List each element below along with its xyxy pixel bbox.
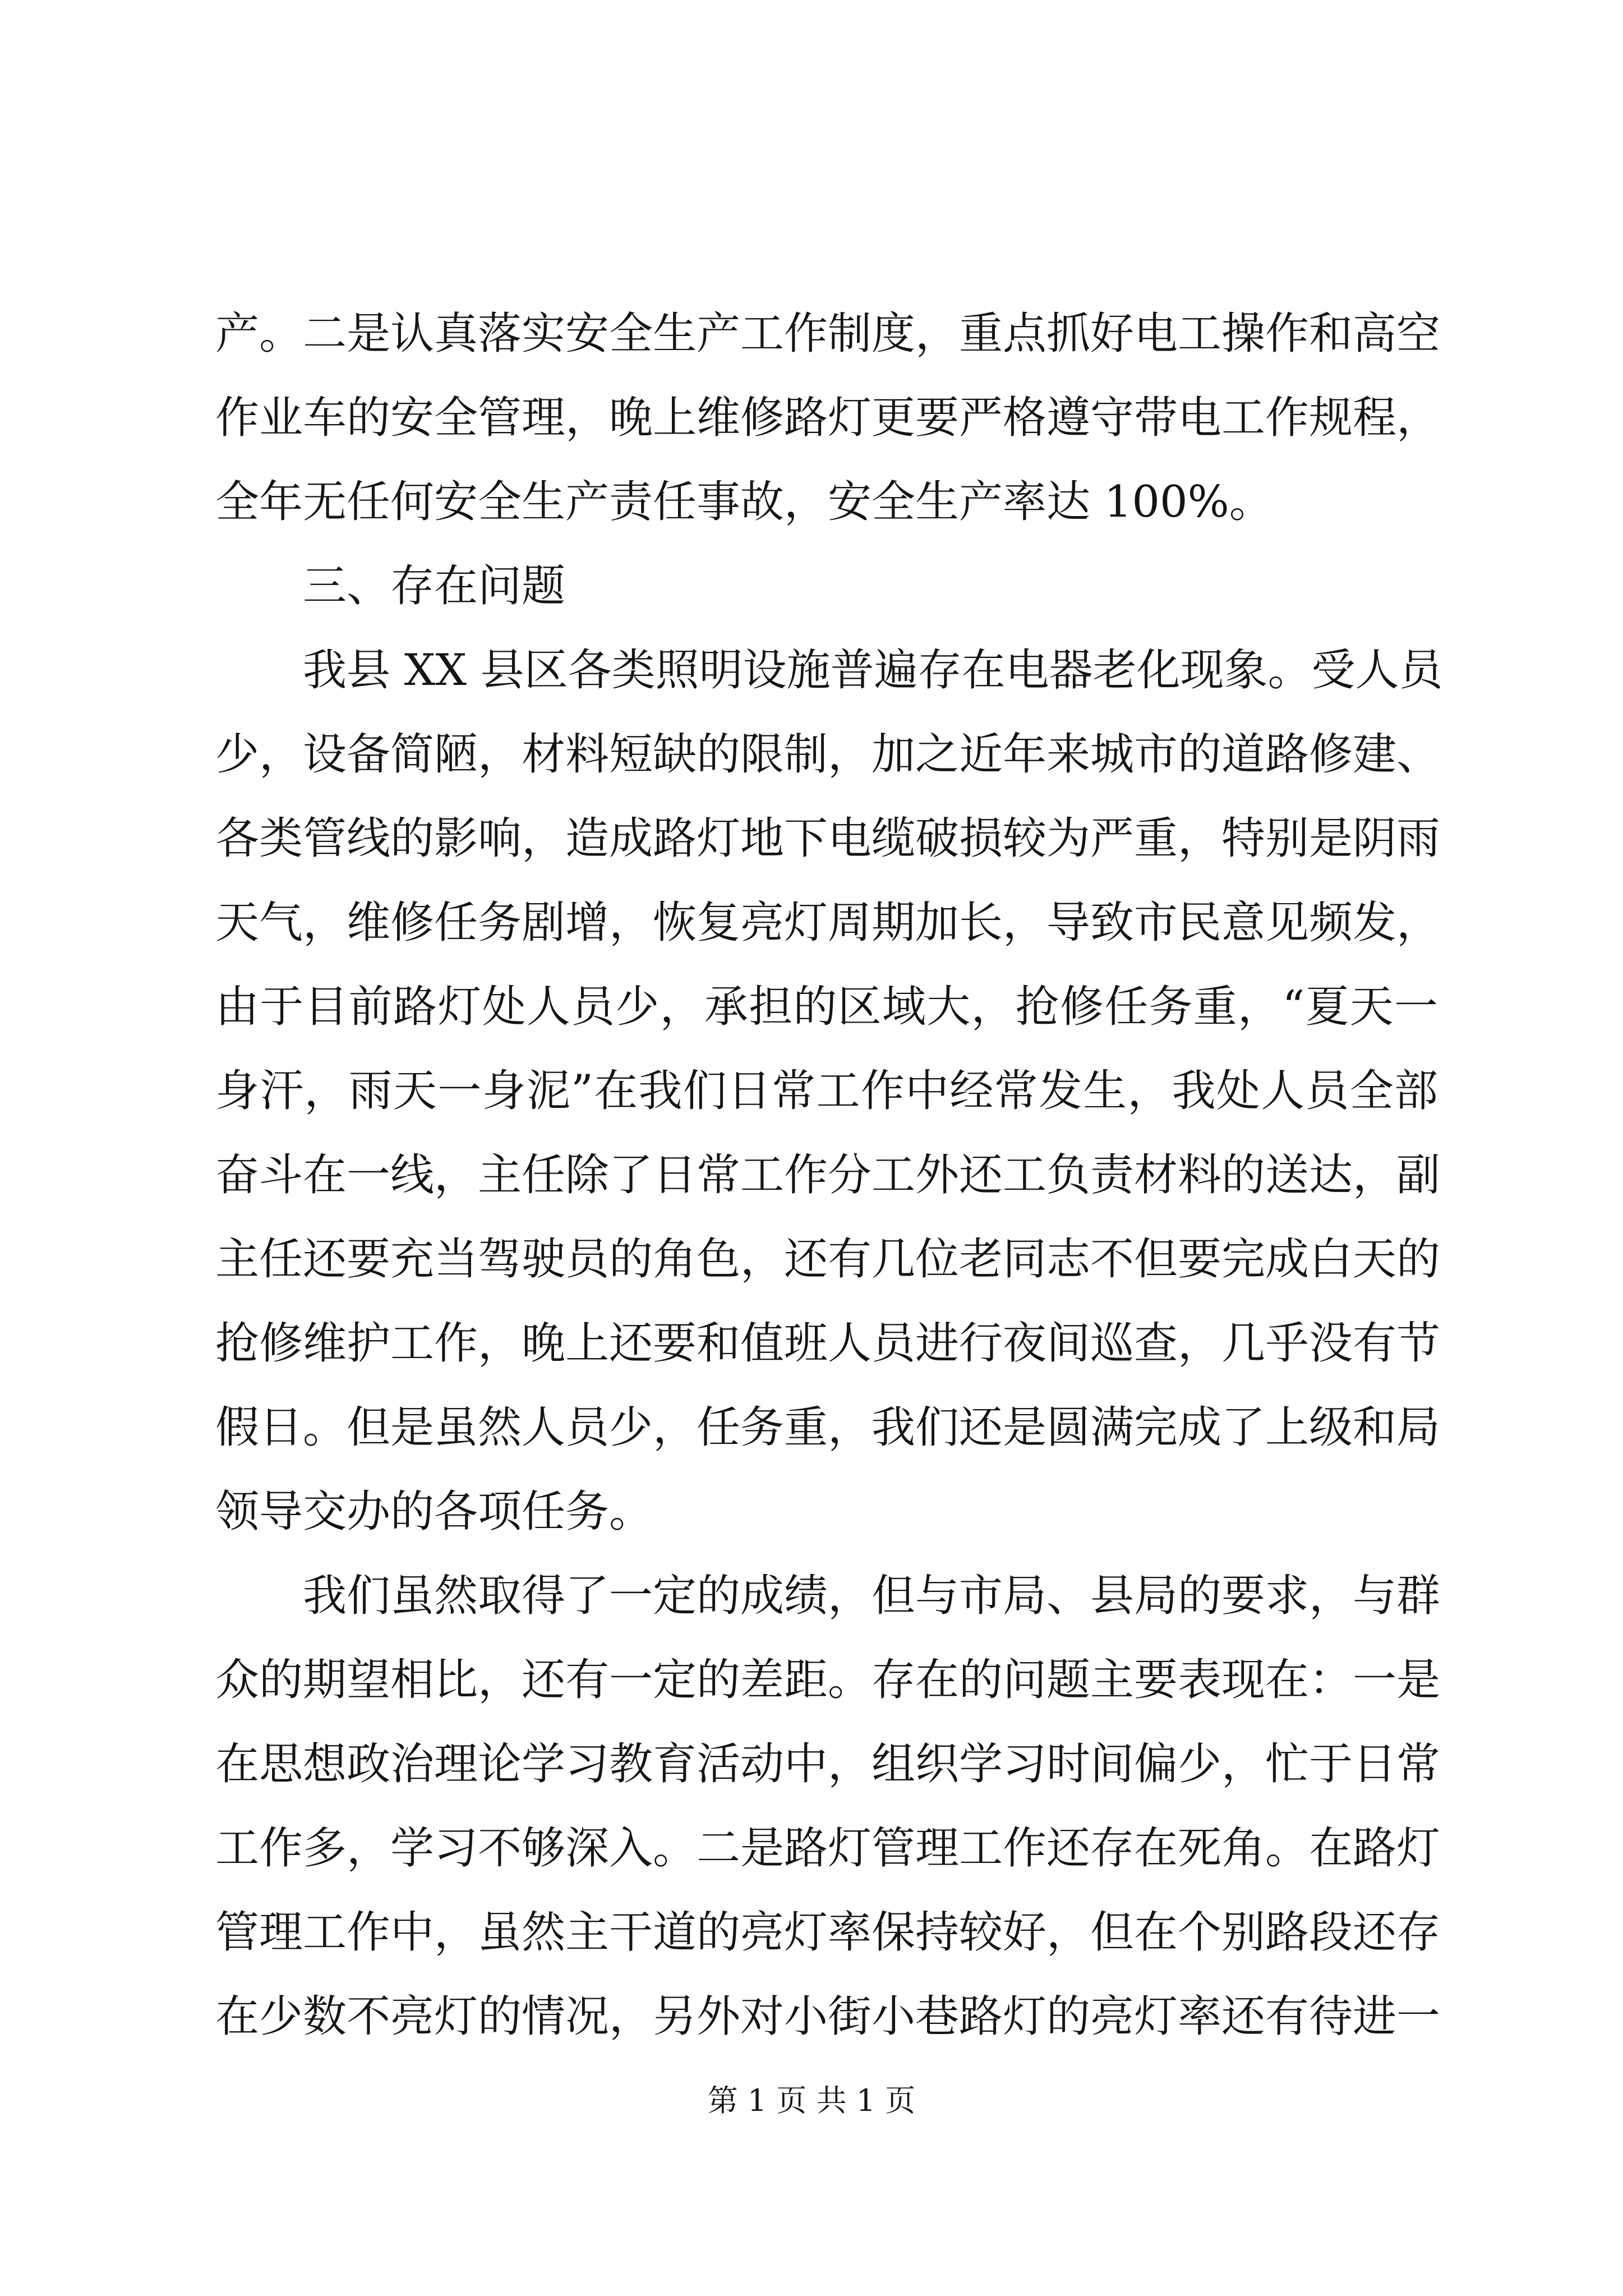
text-line: 少，设备简陋，材料短缺的限制，加之近年来城市的道路修建、 [215, 729, 1441, 780]
text-line: 奋斗在一线，主任除了日常工作分工外还工负责材料的送达，副 [215, 1150, 1441, 1200]
text-line: 由于目前路灯处人员少，承担的区域大，抢修任务重，“夏天一 [215, 982, 1438, 1032]
text-line: 全年无任何安全生产责任事故，安全生产率达 100%。 [215, 477, 1273, 527]
text-line: 各类管线的影响，造成路灯地下电缆破损较为严重，特别是阴雨 [215, 813, 1441, 864]
page-footer: 第 1 页 共 1 页 [707, 2083, 916, 2118]
text-line: 假日。但是虽然人员少，任务重，我们还是圆满完成了上级和局 [215, 1402, 1441, 1453]
text-line: 我县 XX 县区各类照明设施普遍存在电器老化现象。受人员 [303, 645, 1443, 696]
text-line: 领导交办的各项任务。 [215, 1487, 653, 1537]
text-line: 我们虽然取得了一定的成绩，但与市局、县局的要求，与群 [303, 1571, 1441, 1621]
text-line: 作业车的安全管理，晚上维修路灯更要严格遵守带电工作规程， [215, 393, 1441, 443]
text-line: 众的期望相比，还有一定的差距。存在的问题主要表现在：一是 [215, 1655, 1441, 1705]
text-line: 工作多，学习不够深入。二是路灯管理工作还存在死角。在路灯 [215, 1823, 1441, 1874]
text-line: 在思想政治理论学习教育活动中，组织学习时间偏少，忙于日常 [215, 1739, 1441, 1789]
section-heading: 三、存在问题 [303, 561, 566, 611]
text-line: 管理工作中，虽然主干道的亮灯率保持较好，但在个别路段还存 [215, 1907, 1441, 1958]
text-line: 主任还要充当驾驶员的角色，还有几位老同志不但要完成白天的 [215, 1234, 1441, 1285]
text-line: 天气，维修任务剧增，恢复亮灯周期加长，导致市民意见频发， [215, 898, 1441, 948]
text-line: 身汗，雨天一身泥”在我们日常工作中经常发生，我处人员全部 [215, 1066, 1438, 1116]
text-line: 在少数不亮灯的情况，另外对小街小巷路灯的亮灯率还有待进一 [215, 1991, 1441, 2042]
text-line: 产。二是认真落实安全生产工作制度，重点抓好电工操作和高空 [215, 309, 1441, 359]
text-line: 抢修维护工作，晚上还要和值班人员进行夜间巡查，几乎没有节 [215, 1318, 1441, 1369]
